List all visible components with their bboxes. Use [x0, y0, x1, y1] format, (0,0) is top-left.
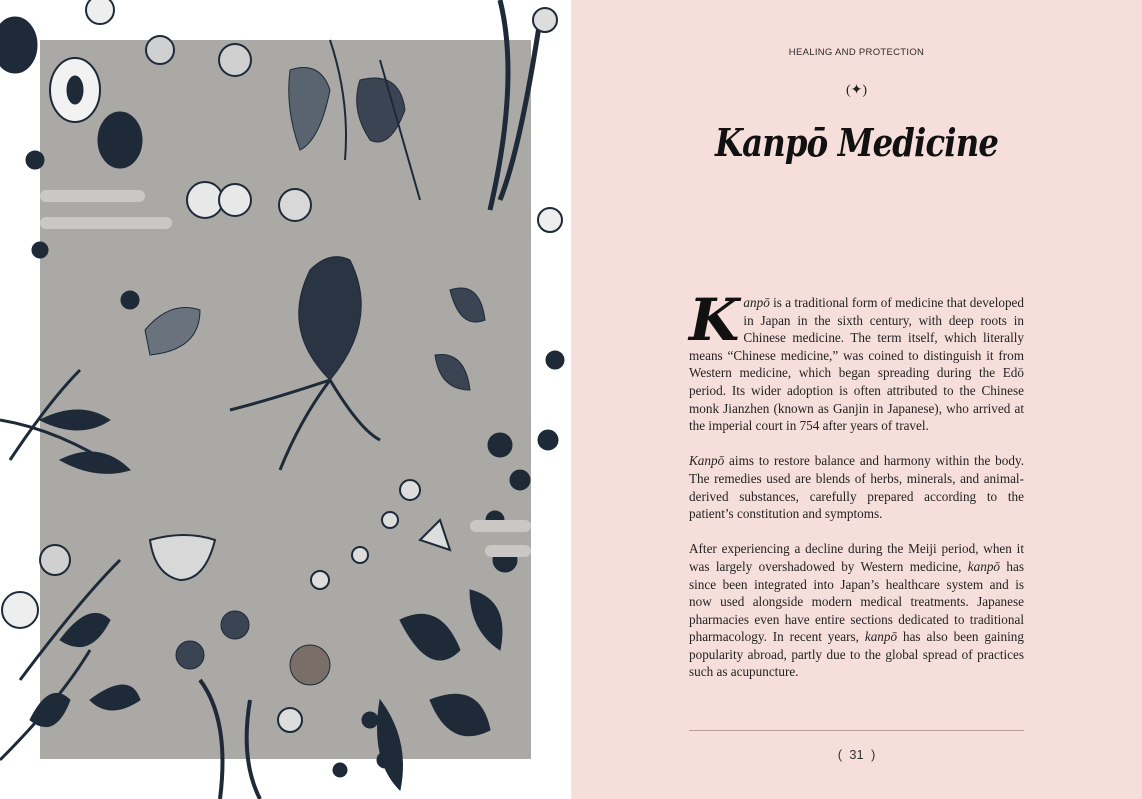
star-ornament-icon: (✦) [845, 83, 868, 98]
paragraph: Kanpō is a traditional form of medicine that developed in Japan in the sixth century, with deep roots in Chinese medicine. The term itself, which literally means “Chinese medicine,” was coined to distinguish it from Western medicine, which began spreading during the Edō period. Its wider adoption is often attributed to the Chinese monk Jianzhen (known as Ganjin in Japanese), who arrived at the imperial court in 754 after years of travel. [689, 286, 1024, 434]
paragraph: After experiencing a decline during the Meiji period, when it was largely overshadowed by Western medicine, kanpō has since been integrated into Japan’s healthcare system and is now used alongside modern medical treatments. Japanese pharmacies even have entire sections dedicated to traditional pharmacology. In recent years, kanpō has also been gaining popularity abroad, partly due to the global spread of practices such as acupuncture. [689, 541, 1024, 680]
fruit-icon [0, 17, 37, 73]
section-header: HEALING AND PROTECTION [788, 47, 925, 58]
footer-divider [689, 730, 1024, 731]
drop-cap: K [689, 286, 740, 354]
page-title: Kanpō Medicine [714, 120, 999, 165]
body-text [689, 286, 1024, 699]
text-page [571, 0, 1142, 799]
page-number: ( 31 ) [837, 747, 876, 762]
paragraph: Kanpō aims to restore balance and harmony within the body. The remedies used are blends of herbs, minerals, and animal-derived substances, carefully prepared according to the patient’s constitution and symptoms. [689, 453, 1024, 522]
